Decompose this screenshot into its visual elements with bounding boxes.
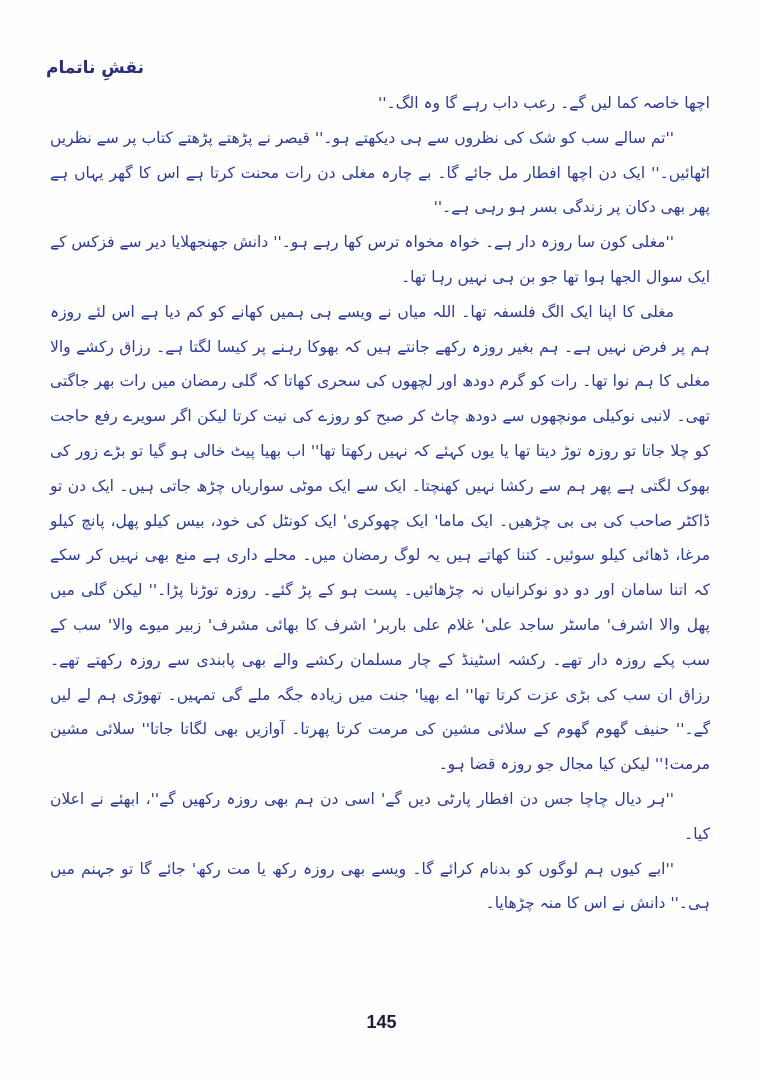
paragraph-4: مغلی کا اپنا ایک الگ فلسفہ تھا۔ اللہ میاں نے ویسے ہی ہمیں کھانے کو کم دیا ہے اس لئے روزہ ہم پر فرض نہیں ہے۔ ہم بغیر روزہ رکھے جانتے ہیں کہ بھوکا رہنے پر کیسا لگتا ہے۔ رزاق رکشے والا مغلی کا ہم نوا تھا۔ رات کو گرم دودھ اور لچھوں کی سحری کھاتا کہ گلی رمضان میں رات بھر جاگتی تھی۔ لانبی نوکیلی مونچھوں سے دودھ چاٹ کر صبح کو روزے کی نیت کرتا لیکن اگر سویرے رفع حاجت کو چلا جاتا تو روزہ توڑ دیتا تھا یا یوں کہئے کہ نہیں رکھتا تھا'' اب بھیا پیٹ خالی ہو گیا تو بڑے زور کی بھوک لگتی ہے پھر ہم سے رکشا نہیں کھنچتا۔ ایک سے ایک موٹی سواریاں چڑھ جاتی ہیں۔ ایک دن تو ڈاکٹر صاحب کی بی بی چڑھیں۔ ایک ماما' ایک چھوکری' ایک کونٹل کی خود، بیس کیلو پھل، پانچ کیلو مرغا، ڈھائی کیلو سوئیں۔ کتنا کھاتے ہیں یہ لوگ رمضان میں۔ محلے داری ہے منع بھی نہیں کر سکے کہ اتنا سامان اور دو دو نوکرانیاں نہ چڑھائیں۔ پست ہو کے پڑ گئے۔ روزہ توڑنا پڑا۔'' لیکن گلی میں پھل والا اشرف' ماسٹر ساجد علی' غلام علی باربر' اشرف کا بھائی مشرف' زبیر میوے والا' سب کے سب پکے روزہ دار تھے۔ رکشہ اسٹینڈ کے چار مسلمان رکشے والے بھی پابندی سے روزہ رکھتے تھے۔ رزاق ان سب کی بڑی عزت کرتا تھا'' اے بھیا' جنت میں زیادہ جگہ ملے گی تمہیں۔ تھوڑی ہم لے لیں گے۔'' حنیف گھوم گھوم کے سلائی مشین کی مرمت کرتا پھرتا۔ آوازیں بھی لگاتا جاتا'' سلائی مشین مرمت!'' لیکن کیا مجال جو روزہ قضا ہو۔	[50, 302, 710, 774]
body-text	[50, 86, 710, 921]
paragraph-3: ''مغلی کون سا روزہ دار ہے۔ خواہ مخواہ ترس کھا رہے ہو۔'' دانش جھنجھلایا دیر سے فزکس کے ایک سوال الجھا ہوا تھا جو بن ہی نہیں رہا تھا۔	[50, 233, 710, 286]
paragraph-2: ''تم سالے سب کو شک کی نظروں سے ہی دیکھتے ہو۔'' قیصر نے پڑھتے پڑھتے کتاب پر سے نظریں اٹھائیں۔'' ایک دن اچھا افطار مل جائے گا۔ بے چارہ مغلی دن رات محنت کرتا ہے اس کا گھر یہاں ہے پھر بھی دکان پر زندگی بسر ہو رہی ہے۔''	[50, 128, 710, 217]
paragraph-1: اچھا خاصہ کما لیں گے۔ رعب داب رہے گا وہ الگ۔''	[378, 94, 710, 112]
paragraph-5: ''ہر دیال چاچا جس دن افطار پارٹی دیں گے' اسی دن ہم بھی روزہ رکھیں گے''، ابھئے نے اعلان کیا۔	[50, 789, 710, 843]
page-number: 145	[366, 1012, 397, 1032]
running-header-title: نقشِ ناتمام	[46, 58, 144, 78]
paragraph-6: ''ابے کیوں ہم لوگوں کو بدنام کرائے گا۔ ویسے بھی روزہ رکھ یا مت رکھ' جائے گا تو جہنم میں ہی۔'' دانش نے اس کا منہ چڑھایا۔	[50, 859, 710, 913]
